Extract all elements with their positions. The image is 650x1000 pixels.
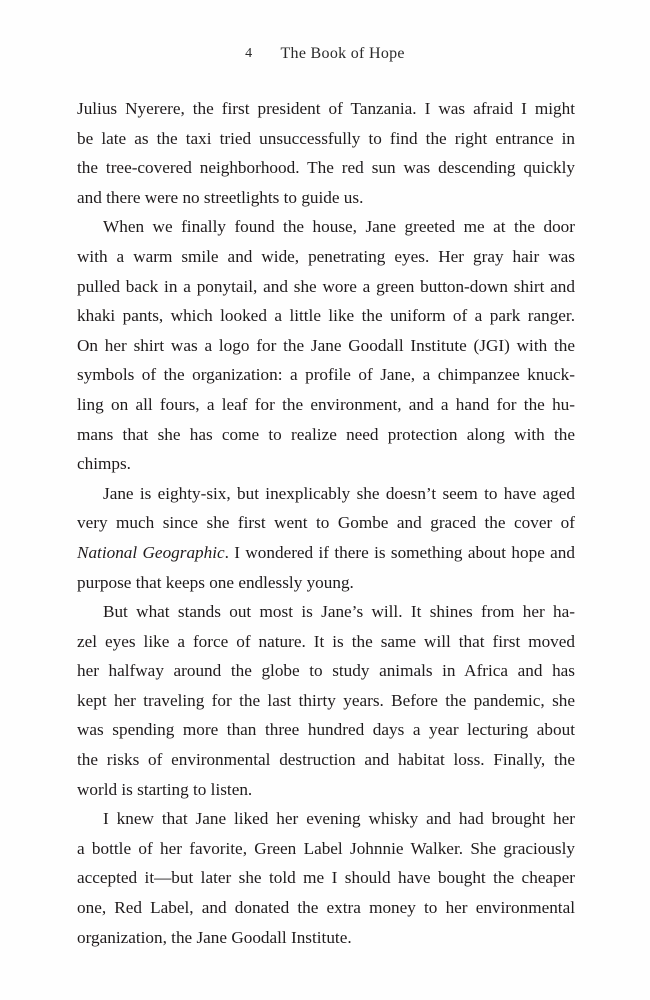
text-line: was spending more than three hundred days a year lecturing about	[77, 720, 575, 740]
magazine-title: National Geographic	[77, 542, 225, 562]
text-line: organization, the Jane Goodall Institute.	[77, 927, 352, 947]
body-text	[77, 94, 575, 952]
text-line: be late as the taxi tried unsuccessfully to find the right entrance in	[77, 128, 575, 148]
text-line: the risks of environmental destruction and habitat loss. Finally, the	[77, 750, 575, 770]
text-line: ling on all fours, a leaf for the environment, and a hand for the hu-	[77, 394, 575, 414]
book-title: The Book of Hope	[280, 45, 405, 62]
paragraph	[77, 597, 575, 804]
text-line: accepted it—but later she told me I should have bought the cheaper	[77, 868, 575, 888]
text-line: But what stands out most is Jane’s will. It shines from her ha-	[103, 602, 575, 622]
text-line: chimps.	[77, 454, 131, 474]
text-line-rest: . I wondered if there is something about hope and	[224, 542, 575, 562]
text-line: Julius Nyerere, the first president of Tanzania. I was afraid I might	[77, 99, 575, 118]
text-line: her halfway around the globe to study animals in Africa and has	[77, 661, 575, 681]
text-line: symbols of the organization: a profile of Jane, a chimpanzee knuck-	[77, 365, 575, 385]
text-line: with a warm smile and wide, penetrating eyes. Her gray hair was	[77, 246, 575, 266]
text-line: I knew that Jane liked her evening whisky and had brought her	[103, 809, 575, 829]
page-number: 4	[245, 46, 253, 61]
text-line: very much since she first went to Gombe and graced the cover of	[77, 513, 575, 533]
text-line: zel eyes like a force of nature. It is the same will that first moved	[77, 631, 575, 651]
text-line: world is starting to listen.	[77, 779, 253, 799]
text-line: purpose that keeps one endlessly young.	[77, 572, 354, 592]
running-head	[0, 45, 650, 63]
text-line	[77, 538, 575, 568]
text-line: On her shirt was a logo for the Jane Goodall Institute (JGI) with the	[77, 335, 575, 355]
paragraph	[77, 94, 575, 212]
text-line: a bottle of her favorite, Green Label Johnnie Walker. She graciously	[77, 838, 575, 858]
paragraph	[77, 804, 575, 952]
paragraph	[77, 212, 575, 478]
text-line: Jane is eighty-six, but inexplicably she doesn’t seem to have aged	[103, 483, 575, 503]
text-line: and there were no streetlights to guide us.	[77, 187, 364, 207]
paragraph	[77, 479, 575, 597]
text-line: mans that she has come to realize need protection along with the	[77, 424, 575, 444]
text-line: kept her traveling for the last thirty years. Before the pandemic, she	[77, 690, 575, 710]
text-line: When we finally found the house, Jane greeted me at the door	[103, 217, 575, 237]
text-line: khaki pants, which looked a little like the uniform of a park ranger.	[77, 306, 575, 326]
text-line: the tree-covered neighborhood. The red sun was descending quickly	[77, 158, 575, 178]
text-line: pulled back in a ponytail, and she wore a green button-down shirt and	[77, 276, 575, 296]
text-line: one, Red Label, and donated the extra money to her environmental	[77, 898, 575, 918]
